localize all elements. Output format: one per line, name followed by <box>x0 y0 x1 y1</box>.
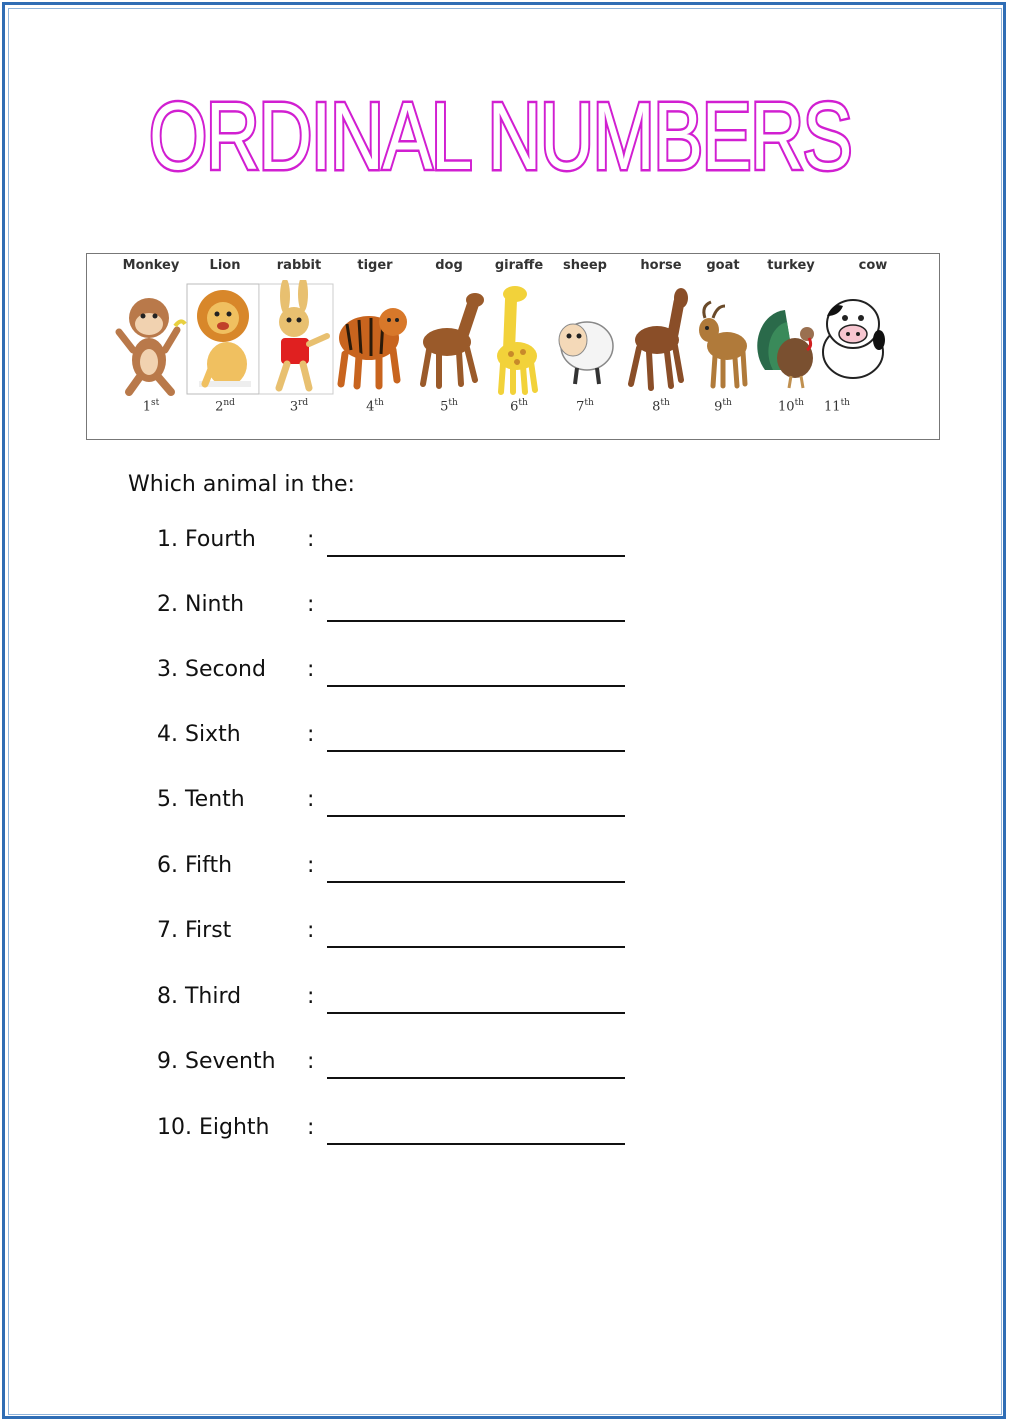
sheep-icon <box>545 280 625 400</box>
item-colon: : <box>307 787 315 812</box>
question-prompt: Which animal in the: <box>128 472 355 497</box>
animal-name: Monkey <box>122 258 180 273</box>
animal-cow <box>803 254 903 439</box>
animal-name: turkey <box>767 258 815 273</box>
answer-line[interactable] <box>327 1077 625 1079</box>
item-colon: : <box>307 984 315 1009</box>
item-label: 5. Tenth <box>157 787 245 812</box>
answer-line[interactable] <box>327 815 625 817</box>
item-colon: : <box>307 918 315 943</box>
answer-line[interactable] <box>327 555 625 557</box>
dog-icon <box>409 280 489 400</box>
ordinal-label: 8th <box>652 398 670 415</box>
list-item <box>157 657 657 697</box>
animal-name: dog <box>435 258 463 273</box>
item-colon: : <box>307 657 315 682</box>
animal-name: giraffe <box>494 258 544 273</box>
list-item <box>157 1049 657 1089</box>
ordinal-label: 9th <box>714 398 732 415</box>
item-label: 4. Sixth <box>157 722 241 747</box>
animal-name: goat <box>706 258 740 273</box>
ordinal-label: 5th <box>440 398 458 415</box>
list-item <box>157 592 657 632</box>
ordinal-label: 7th <box>576 398 594 415</box>
animal-dog <box>409 254 489 439</box>
item-label: 7. First <box>157 918 232 943</box>
animal-name: cow <box>858 258 888 273</box>
answer-line[interactable] <box>327 1143 625 1145</box>
answer-line[interactable] <box>327 685 625 687</box>
answer-line[interactable] <box>327 946 625 948</box>
item-label: 3. Second <box>157 657 266 682</box>
answer-line[interactable] <box>327 1012 625 1014</box>
ordinal-label: 11th <box>824 398 850 415</box>
ordinal-label: 4th <box>366 398 384 415</box>
list-item <box>157 853 657 893</box>
item-label: 2. Ninth <box>157 592 245 617</box>
item-label: 6. Fifth <box>157 853 233 878</box>
cow-icon <box>813 280 893 400</box>
item-label: 8. Third <box>157 984 242 1009</box>
item-colon: : <box>307 722 315 747</box>
monkey-icon <box>111 280 191 400</box>
list-item <box>157 1115 657 1155</box>
animal-monkey <box>111 254 191 439</box>
worksheet-title: ORDINAL NUMBERS <box>149 83 851 190</box>
item-colon: : <box>307 1115 315 1140</box>
ordinal-label: 2nd <box>215 398 235 415</box>
item-colon: : <box>307 527 315 552</box>
tiger-icon <box>335 280 415 400</box>
answer-line[interactable] <box>327 881 625 883</box>
animal-strip <box>86 253 940 440</box>
answer-line[interactable] <box>327 620 625 622</box>
ordinal-label: 10th <box>778 398 804 415</box>
list-item <box>157 722 657 762</box>
animal-lion <box>185 254 265 439</box>
ordinal-label: 1st <box>142 398 160 415</box>
animal-name: sheep <box>563 258 607 273</box>
item-colon: : <box>307 853 315 878</box>
item-label: 9. Seventh <box>157 1049 276 1074</box>
animal-sheep <box>545 254 625 439</box>
animal-name: tiger <box>357 258 393 273</box>
page-frame-inner <box>8 8 1002 1415</box>
animal-tiger <box>335 254 415 439</box>
lion-icon <box>185 280 265 400</box>
answer-line[interactable] <box>327 750 625 752</box>
item-label: 1. Fourth <box>157 527 256 552</box>
item-colon: : <box>307 1049 315 1074</box>
animal-name: horse <box>640 258 682 273</box>
item-label: 10. Eighth <box>157 1115 270 1140</box>
list-item <box>157 918 657 958</box>
animal-name: rabbit <box>276 258 322 273</box>
animal-name: Lion <box>209 258 241 273</box>
ordinal-label: 3rd <box>289 398 309 415</box>
list-item <box>157 527 657 567</box>
item-colon: : <box>307 592 315 617</box>
list-item <box>157 787 657 827</box>
ordinal-label: 6th <box>510 398 528 415</box>
animal-rabbit <box>259 254 339 439</box>
list-item <box>157 984 657 1024</box>
rabbit-icon <box>259 280 339 400</box>
